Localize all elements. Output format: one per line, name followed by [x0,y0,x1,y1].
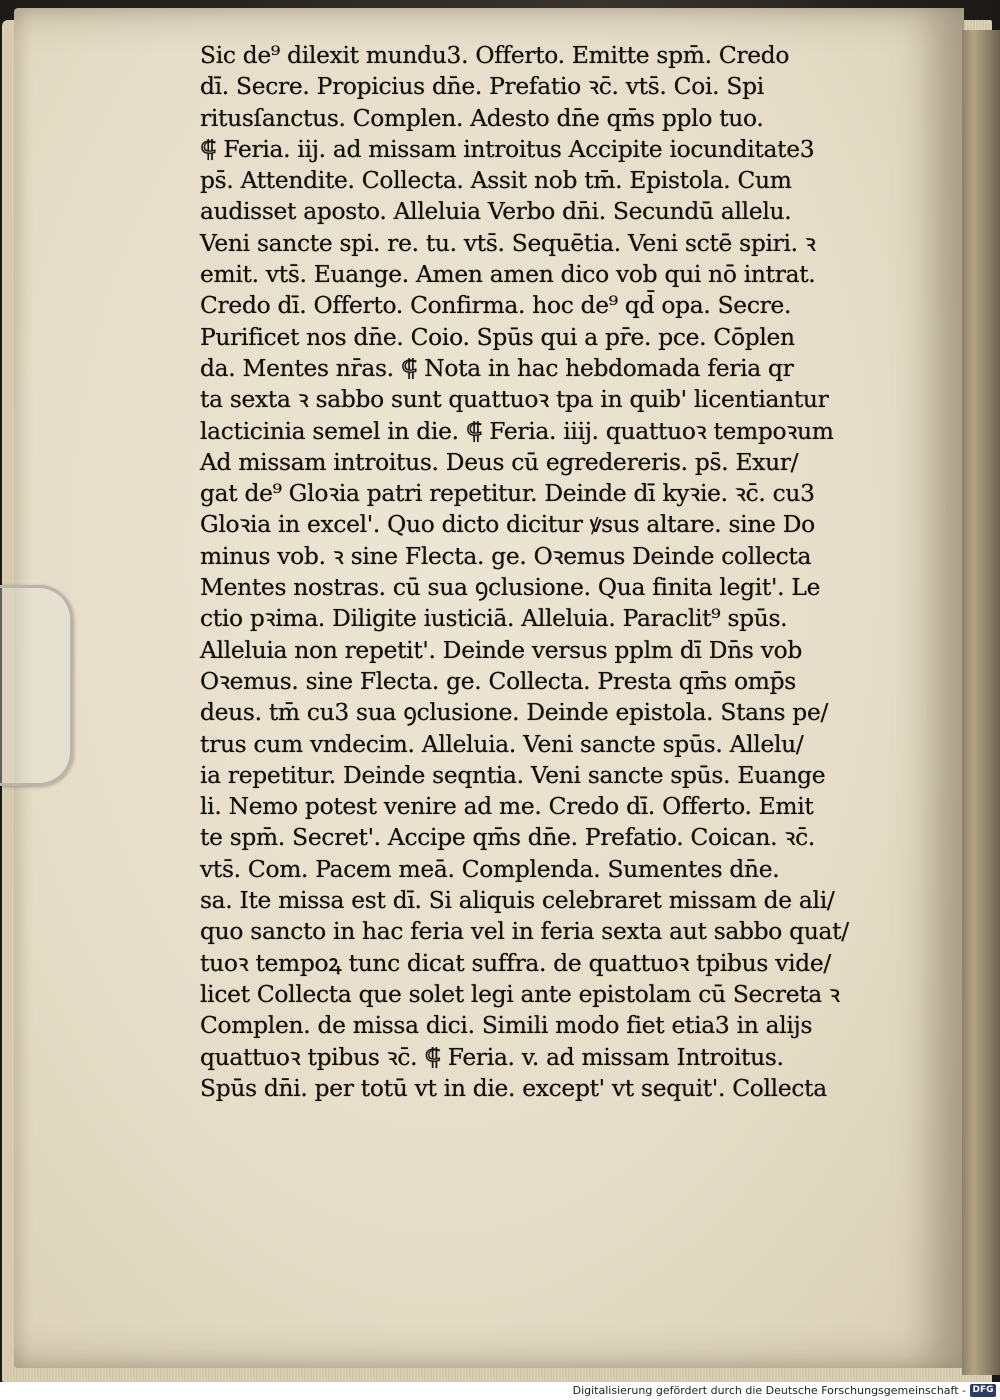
text-line: lacticinia semel in die. ⸿ Feria. iiij. quattuoꝛ tempoꝛum [200,416,834,445]
text-line: ps̄. Attendite. Collecta. Assit nob tm̄. Epistola. Cum [200,166,792,195]
text-line: gat de⁹ Gloꝛia patri repetitur. Deinde dī kyꝛie. ꝛc̄. cu3 [200,479,815,508]
text-line: tuoꝛ tempoꝝ tunc dicat suffra. de quattuoꝛ tpibus vide/ [200,948,831,977]
dfg-logo-icon: DFG [970,1384,996,1397]
text-line: Purificet nos dn̄e. Coio. Spūs qui a pr̄e. pce. Cōplen [200,322,795,351]
page-text [200,40,945,1104]
text-line: quo sancto in hac feria vel in feria sexta aut sabbo quat/ [200,917,849,946]
text-line: Mentes nostras. cū sua ꝯclusione. Qua finita legit'. Le [200,573,821,602]
text-line: ta sexta ꝛ sabbo sunt quattuoꝛ tpa in quib' licentiantur [200,385,829,414]
text-line: ritusſanctus. Complen. Adesto dn̄e qm̄s pplo tuo. [200,103,764,132]
text-line: vts̄. Com. Pacem meā. Complenda. Sumentes dn̄e. [200,854,780,883]
text-line: li. Nemo potest venire ad me. Credo dī. Offerto. Emit [200,792,814,821]
text-line: ⸿ Feria. iij. ad missam introitus Accipite iocunditate3 [200,134,815,163]
text-line: ctio pꝛima. Diligite iusticiā. Alleluia. Paraclit⁹ spūs. [200,604,788,633]
text-line: Gloꝛia in excel'. Quo dicto dicitur ꝟsus altare. sine Do [200,510,815,539]
text-line: quattuoꝛ tpibus ꝛc̄. ⸿ Feria. v. ad missam Introitus. [200,1042,784,1071]
text-line: Oꝛemus. sine Flecta. ge. Collecta. Presta qm̄s omp̄s [200,666,796,695]
funding-credit: Digitalisierung gefördert durch die Deutsche Forschungsgemeinschaft - [572,1384,966,1397]
text-line: dī. Secre. Propicius dn̄e. Prefatio ꝛc̄. vts̄. Coi. Spi [200,72,764,101]
text-line: da. Mentes nr̄as. ⸿ Nota in hac hebdomada feria qr [200,353,794,382]
text-line: sa. Ite missa est dī. Si aliquis celebraret missam de ali/ [200,886,835,915]
text-line: licet Collecta que solet legi ante epistolam cū Secreta ꝛ [200,979,840,1008]
text-line: Veni sancte spi. re. tu. vts̄. Sequētia. Veni sctē spiri. ꝛ [200,228,816,257]
text-line: emit. vts̄. Euange. Amen amen dico vob qui nō intrat. [200,260,816,289]
text-line: Complen. de missa dici. Simili modo fiet etia3 in alijs [200,1011,813,1040]
text-line: Alleluia non repetit'. Deinde versus pplm dī Dn̄s vob [200,635,802,664]
text-line: ia repetitur. Deinde seqntia. Veni sancte spūs. Euange [200,760,826,789]
text-line: audisset aposto. Alleluia Verbo dn̄i. Secundū allelu. [200,197,792,226]
facing-page-edge [962,30,1000,1375]
page-clip [0,585,73,786]
text-line: deus. tm̄ cu3 sua ꝯclusione. Deinde epistola. Stans pe/ [200,698,829,727]
text-line: Spūs dn̄i. per totū vt in die. except' vt sequit'. Collecta [200,1073,827,1102]
text-line: Sic de⁹ dilexit mundu3. Offerto. Emitte spm̄. Credo [200,41,790,69]
text-line: te spm̄. Secret'. Accipe qm̄s dn̄e. Prefatio. Coican. ꝛc̄. [200,823,816,852]
text-line: Credo dī. Offerto. Confirma. hoc de⁹ qd̄ opa. Secre. [200,291,792,320]
text-line: Ad missam introitus. Deus cū egredereris. ps̄. Exur/ [200,447,799,476]
text-line: trus cum vndecim. Alleluia. Veni sancte spūs. Allelu/ [200,729,804,758]
text-line: minus vob. ꝛ sine Flecta. ge. Oꝛemus Deinde collecta [200,541,812,570]
